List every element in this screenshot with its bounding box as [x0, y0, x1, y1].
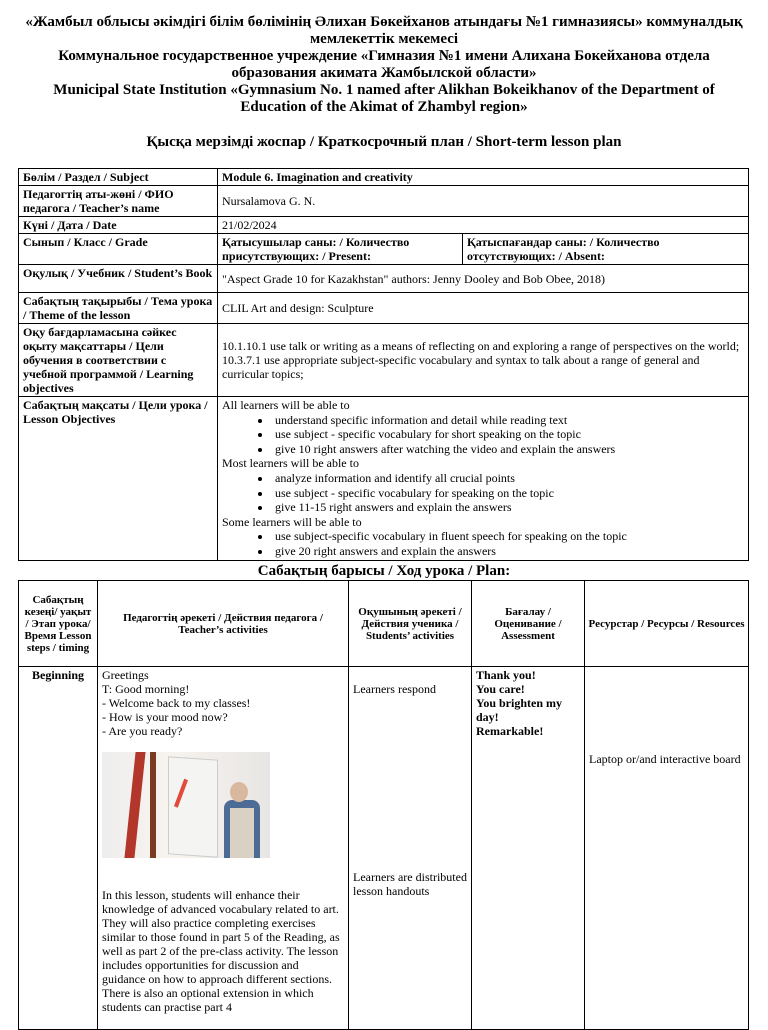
all-learners-intro: All learners will be able to — [222, 398, 350, 412]
artist-painting-photo — [102, 752, 270, 858]
greet-line: T: Good morning! — [102, 682, 190, 696]
grade-label: Сынып / Класс / Grade — [19, 234, 218, 265]
present-label: Қатысушылар саны: / Количество присутствующих: / Present: — [218, 234, 463, 265]
list-item: • give 10 right answers after watching the video and explain the answers — [272, 442, 744, 457]
most-learners-list — [222, 471, 744, 515]
list-item: • analyze information and identify all crucial points — [272, 471, 744, 486]
teacher-value: Nursalamova G. N. — [218, 186, 749, 217]
list-item: • use subject-specific vocabulary in fluent speech for speaking on the topic — [272, 529, 744, 544]
col-assessment-header: Бағалау / Оценивание / Assessment — [472, 581, 585, 667]
assessment-line: You brighten my day! — [476, 696, 563, 724]
learning-objectives-label: Оқу бағдарламасына сәйкес оқыту мақсаттары / Цели обучения в соответствии с учебной программой / Learning objectives — [19, 324, 218, 397]
book-value: "Aspect Grade 10 for Kazakhstan" authors: Jenny Dooley and Bob Obee, 2018) — [218, 265, 749, 293]
most-learners-intro: Most learners will be able to — [222, 456, 359, 471]
document-header — [0, 14, 768, 116]
plan-table — [18, 580, 749, 1030]
stage-beginning: Beginning — [19, 667, 98, 1030]
col-students-header: Оқушының әрекеті / Действия ученика / Students’ activities — [349, 581, 472, 667]
lesson-objectives-label: Сабақтың мақсаты / Цели урока / Lesson Objectives — [19, 397, 218, 561]
list-item: • use subject - specific vocabulary for speaking on the topic — [272, 486, 744, 501]
col-resources-header: Ресурстар / Ресурсы / Resources — [585, 581, 749, 667]
learning-objective-2: 10.3.7.1 use appropriate subject-specific vocabulary and syntax to talk about a range of general and curricular topics; — [222, 353, 700, 381]
greet-line: - Welcome back to my classes! — [102, 696, 251, 710]
greet-line: - Are you ready? — [102, 724, 183, 738]
book-label: Оқулық / Учебник / Student’s Book — [19, 265, 218, 293]
plan-title: Қысқа мерзімді жоспар / Краткосрочный план / Short-term lesson plan — [146, 134, 622, 150]
theme-value: CLIL Art and design: Sculpture — [218, 293, 749, 324]
date-label: Күні / Дата / Date — [19, 217, 218, 234]
list-item: • understand specific information and detail while reading text — [272, 413, 744, 428]
teacher-label: Педагогтің аты-жөні / ФИО педагога / Teacher’s name — [19, 186, 218, 217]
date-value: 21/02/2024 — [218, 217, 749, 234]
theme-label: Сабақтың тақырыбы / Тема урока / Theme of the lesson — [19, 293, 218, 324]
col-teacher-header: Педагогтің әрекеті / Действия педагога / Teacher’s activities — [98, 581, 349, 667]
plan-section-title: Сабақтың барысы / Ход урока / Plan: — [257, 563, 511, 579]
student-action-respond: Learners respond — [353, 682, 436, 696]
student-action-handouts: Learners are distributed lesson handouts — [353, 870, 467, 898]
lesson-info-table — [18, 168, 749, 561]
greetings-title: Greetings — [102, 668, 149, 682]
list-item: • give 11-15 right answers and explain the answers — [272, 500, 744, 515]
list-item: • use subject - specific vocabulary for short speaking on the topic — [272, 427, 744, 442]
assessment-line: Thank you! — [476, 668, 536, 682]
all-learners-list — [222, 413, 744, 457]
col-stage-header: Сабақтың кезеңі/ уақыт / Этап урока/ Время Lesson steps / timing — [19, 581, 98, 667]
header-russian: Коммунальное государственное учреждение «Гимназия №1 имени Алихана Бокейханова отдела образования акимата Жамбылской области» — [58, 48, 710, 81]
lesson-intro-text: In this lesson, students will enhance their knowledge of advanced vocabulary related to art. They will also practice completing exercises similar to those found in part 5 of the Reading, as well as part 2 of the pre-class activity. The lesson includes opportunities for discussion and guidance on how to approach different sections. There is also an optional extension in which students can practise part 4 — [102, 888, 340, 1014]
list-item: • give 20 right answers and explain the answers — [272, 544, 744, 559]
subject-label: Бөлім / Раздел / Subject — [19, 169, 218, 186]
some-learners-intro: Some learners will be able to — [222, 514, 362, 529]
header-kazakh: «Жамбыл облысы әкімдігі білім бөлімінің Әлихан Бөкейханов атындағы №1 гимназиясы» коммуналдық мемлекеттік мекемесі — [25, 14, 743, 47]
resources-text: Laptop or/and interactive board — [589, 752, 741, 766]
subject-value: Module 6. Imagination and creativity — [218, 169, 749, 186]
assessment-line: Remarkable! — [476, 724, 544, 738]
header-english: Municipal State Institution «Gymnasium No. 1 named after Alikhan Bokeikhanov of the Department of Education of the Akimat of Zhambyl region» — [53, 82, 715, 115]
assessment-line: You care! — [476, 682, 525, 696]
absent-label: Қатыспағандар саны: / Количество отсутствующих: / Absent: — [463, 234, 749, 265]
greet-line: - How is your mood now? — [102, 710, 228, 724]
learning-objective-1: 10.1.10.1 use talk or writing as a means of reflecting on and exploring a range of perspectives on the world; — [222, 339, 740, 353]
some-learners-list — [222, 529, 744, 558]
